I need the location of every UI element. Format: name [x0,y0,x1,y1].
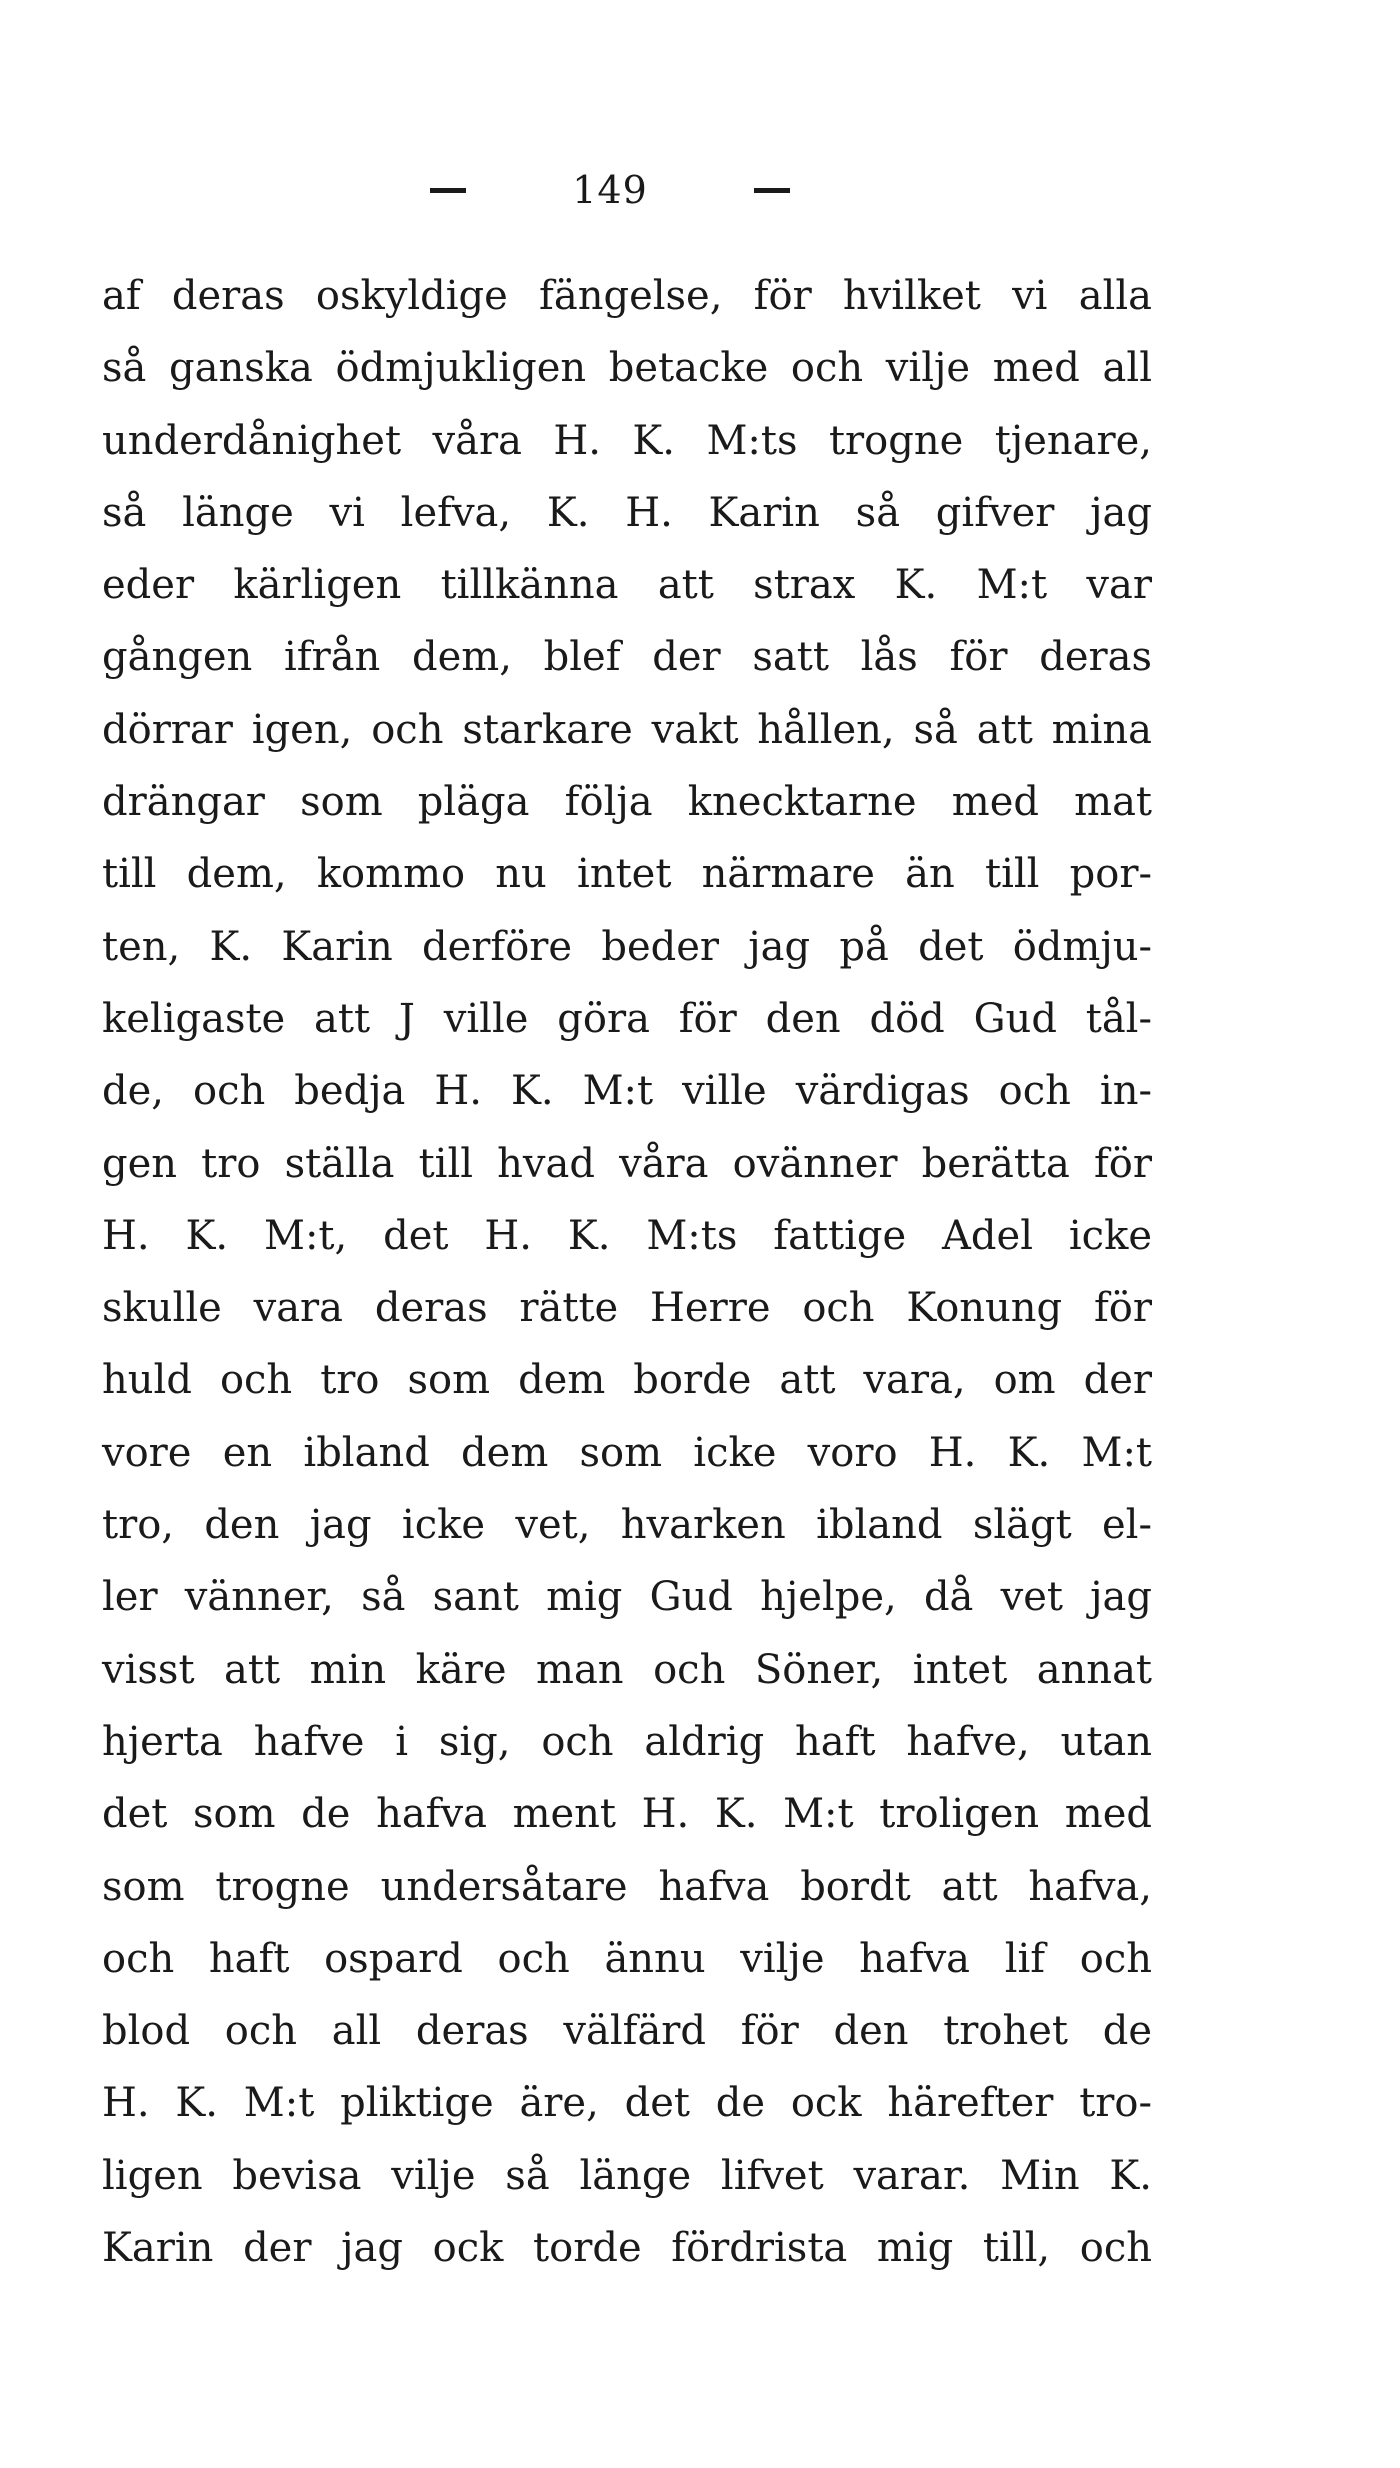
text-line: huld och tro som dem borde att vara, om der [102,1357,1152,1404]
text-line: underdånighet våra H. K. M:ts trogne tjenare, [102,417,1152,464]
text-line: gen tro ställa till hvad våra ovänner berätta för [102,1140,1152,1187]
text-line: keligaste att J ville göra för den död Gud tål- [102,995,1152,1042]
text-line: gången ifrån dem, blef der satt lås för deras [102,634,1152,681]
text-line: vore en ibland dem som icke voro H. K. M:t [102,1429,1152,1476]
text-line: som trogne undersåtare hafva bordt att hafva, [102,1863,1152,1910]
text-line: blod och all deras välfärd för den trohet de [102,2008,1152,2055]
text-line: och haft ospard och ännu vilje hafva lif och [102,1935,1152,1982]
text-line: H. K. M:t pliktige äre, det de ock härefter tro- [102,2080,1152,2127]
page-number: 149 [572,168,648,212]
page-header [430,160,790,220]
text-line: drängar som pläga följa knecktarne med mat [102,779,1152,826]
text-line: af deras oskyldige fängelse, för hvilket vi alla [102,273,1152,319]
text-line: Karin der jag ock torde fördrista mig till, och [102,2225,1152,2272]
text-line: ler vänner, så sant mig Gud hjelpe, då vet jag [102,1574,1152,1621]
text-line: skulle vara deras rätte Herre och Konung för [102,1285,1152,1332]
text-line: visst att min käre man och Söner, intet annat [102,1646,1152,1693]
text-line: till dem, kommo nu intet närmare än till por- [102,851,1152,898]
text-line: dörrar igen, och starkare vakt hållen, så att mina [102,706,1152,753]
text-line: H. K. M:t, det H. K. M:ts fattige Adel icke [102,1212,1152,1259]
header-dash-left [430,188,466,193]
text-line: hjerta hafve i sig, och aldrig haft hafve, utan [102,1718,1152,1765]
header-dash-right [754,188,790,193]
text-line: så ganska ödmjukligen betacke och vilje med all [102,345,1152,392]
text-line: ten, K. Karin derföre beder jag på det ödmju- [102,923,1152,970]
body-text [102,260,1152,2284]
text-line: de, och bedja H. K. M:t ville värdigas och in- [102,1068,1152,1115]
text-line: så länge vi lefva, K. H. Karin så gifver jag [102,489,1152,536]
text-line: eder kärligen tillkänna att strax K. M:t var [102,562,1152,609]
text-line: det som de hafva ment H. K. M:t troligen med [102,1791,1152,1838]
text-line: tro, den jag icke vet, hvarken ibland slägt el- [102,1502,1152,1549]
text-line: ligen bevisa vilje så länge lifvet varar. Min K. [102,2152,1152,2199]
